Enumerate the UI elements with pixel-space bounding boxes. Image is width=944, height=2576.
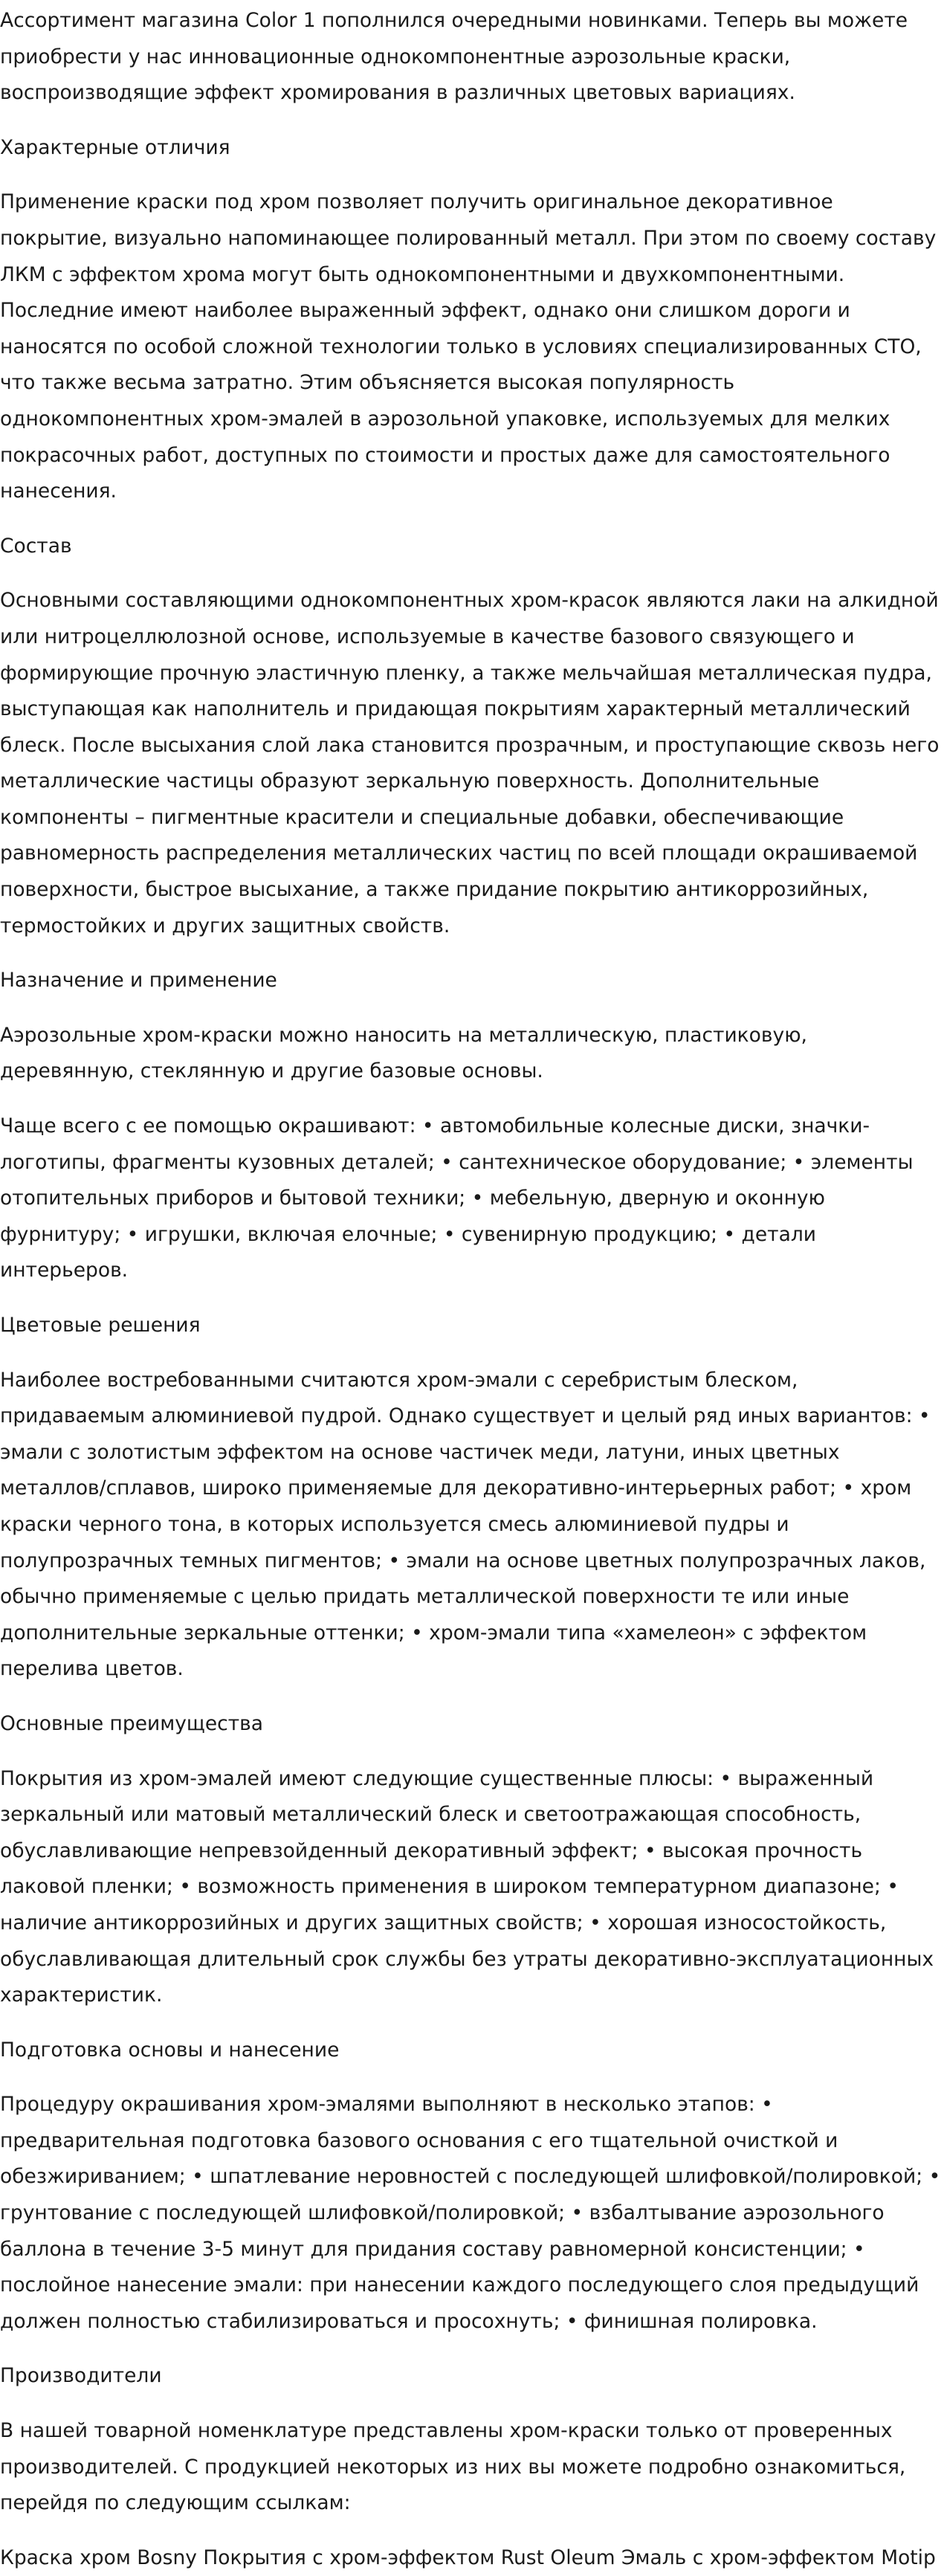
section-heading-preparation: Подготовка основы и нанесение bbox=[0, 2038, 340, 2062]
section-paragraph-preparation: Процедуру окрашивания хром-эмалями выполняют в несколько этапов: • предварительная подготовка базового основания с его тщательной очисткой и обезжириванием; • шпатлевание неровностей с последующей шлифовкой/полировкой; • грунтование с последующей шлифовкой/полировкой; • взбалтывание аэрозольного баллона в течение 3-5 минут для придания составу равномерной консистенции; • послойное нанесение эмали: при нанесении каждого последующего слоя предыдущий должен полностью стабилизироваться и просохнуть; • финишная полировка. bbox=[0, 2093, 941, 2333]
section-paragraph-composition: Основными составляющими однокомпонентных хром-красок являются лаки на алкидной или нитроцеллюлозной основе, используемые в качестве базового связующего и формирующие прочную эластичную пленку, а также мельчайшая металлическая пудра, выступающая как наполнитель и придающая покрытиям характерный металлический блеск. После высыхания слой лака становится прозрачным, и проступающие сквозь него металлические частицы образуют зеркальную поверхность. Дополнительные компоненты – пигментные красители и специальные добавки, обеспечивающие равномерность распределения металлических частиц по всей площади окрашиваемой поверхности, быстрое высыхание, а также придание покрытию антикоррозийных, термостойких и других защитных свойств. bbox=[0, 589, 940, 937]
section-heading-advantages: Основные преимущества bbox=[0, 1711, 264, 1735]
intro-paragraph: Ассортимент магазина Color 1 пополнился очередными новинками. Теперь вы можете приобрести у нас инновационные однокомпонентные аэрозольные краски, воспроизводящие эффект хромирования в различных цветовых вариациях. bbox=[0, 9, 908, 105]
section-paragraph-purpose-2: Чаще всего с ее помощью окрашивают: • автомобильные колесные диски, значки-логотипы, фрагменты кузовных деталей; • сантехническое оборудование; • элементы отопительных приборов и бытовой техники; • мебельную, дверную и оконную фурнитуру; • игрушки, включая елочные; • сувенирную продукцию; • детали интерьеров. bbox=[0, 1114, 914, 1282]
section-heading-colors: Цветовые решения bbox=[0, 1314, 201, 1337]
manufacturer-links bbox=[0, 2540, 944, 2576]
section-paragraph-colors: Наиболее востребованными считаются хром-эмали с серебристым блеском, придаваемым алюминиевой пудрой. Однако существует и целый ряд иных вариантов: • эмали с золотистым эффектом на основе частичек меди, латуни, иных цветных металлов/сплавов, широко применяемые для декоративно-интерьерных работ; • хром краски черного тона, в которых используется смесь алюминиевой пудры и полупрозрачных темных пигментов; • эмали на основе цветных полупрозрачных лаков, обычно применяемые с целью придать металлической поверхности те или иные дополнительные зеркальные оттенки; • хром-эмали типа «хамелеон» с эффектом перелива цветов. bbox=[0, 1368, 931, 1681]
section-heading-purpose: Назначение и применение bbox=[0, 969, 277, 992]
link-rust-oleum[interactable]: Покрытия с хром-эффектом Rust Oleum bbox=[203, 2546, 615, 2569]
section-heading-manufacturers: Производители bbox=[0, 2364, 162, 2388]
link-bosny[interactable]: Краска хром Bosny bbox=[0, 2546, 197, 2569]
section-paragraph-manufacturers: В нашей товарной номенклатуре представлены хром-краски только от проверенных производителей. С продукцией некоторых из них вы можете подробно ознакомиться, перейдя по следующим ссылкам: bbox=[0, 2419, 906, 2515]
section-heading-features: Характерные отличия bbox=[0, 135, 230, 159]
link-motip[interactable]: Эмаль с хром-эффектом Motip bbox=[621, 2546, 936, 2569]
section-paragraph-features: Применение краски под хром позволяет получить оригинальное декоративное покрытие, визуально напоминающее полированный металл. При этом по своему составу ЛКМ с эффектом хрома могут быть однокомпонентными и двухкомпонентными. Последние имеют наиболее выраженный эффект, однако они слишком дороги и наносятся по особой сложной технологии только в условиях специализированных СТО, что также весьма затратно. Этим объясняется высокая популярность однокомпонентных хром-эмалей в аэрозольной упаковке, используемых для мелких покрасочных работ, доступных по стоимости и простых даже для самостоятельного нанесения. bbox=[0, 190, 937, 503]
section-heading-composition: Состав bbox=[0, 534, 72, 558]
section-paragraph-advantages: Покрытия из хром-эмалей имеют следующие существенные плюсы: • выраженный зеркальный или матовый металлический блеск и светоотражающая способность, обуславливающие непревзойденный декоративный эффект; • высокая прочность лаковой пленки; • возможность применения в широком температурном диапазоне; • наличие антикоррозийных и других защитных свойств; • хорошая износостойкость, обуславливающая длительный срок службы без утраты декоративно-эксплуатационных характеристик. bbox=[0, 1766, 934, 2007]
section-paragraph-purpose-1: Аэрозольные хром-краски можно наносить на металлическую, пластиковую, деревянную, стеклянную и другие базовые основы. bbox=[0, 1023, 807, 1083]
